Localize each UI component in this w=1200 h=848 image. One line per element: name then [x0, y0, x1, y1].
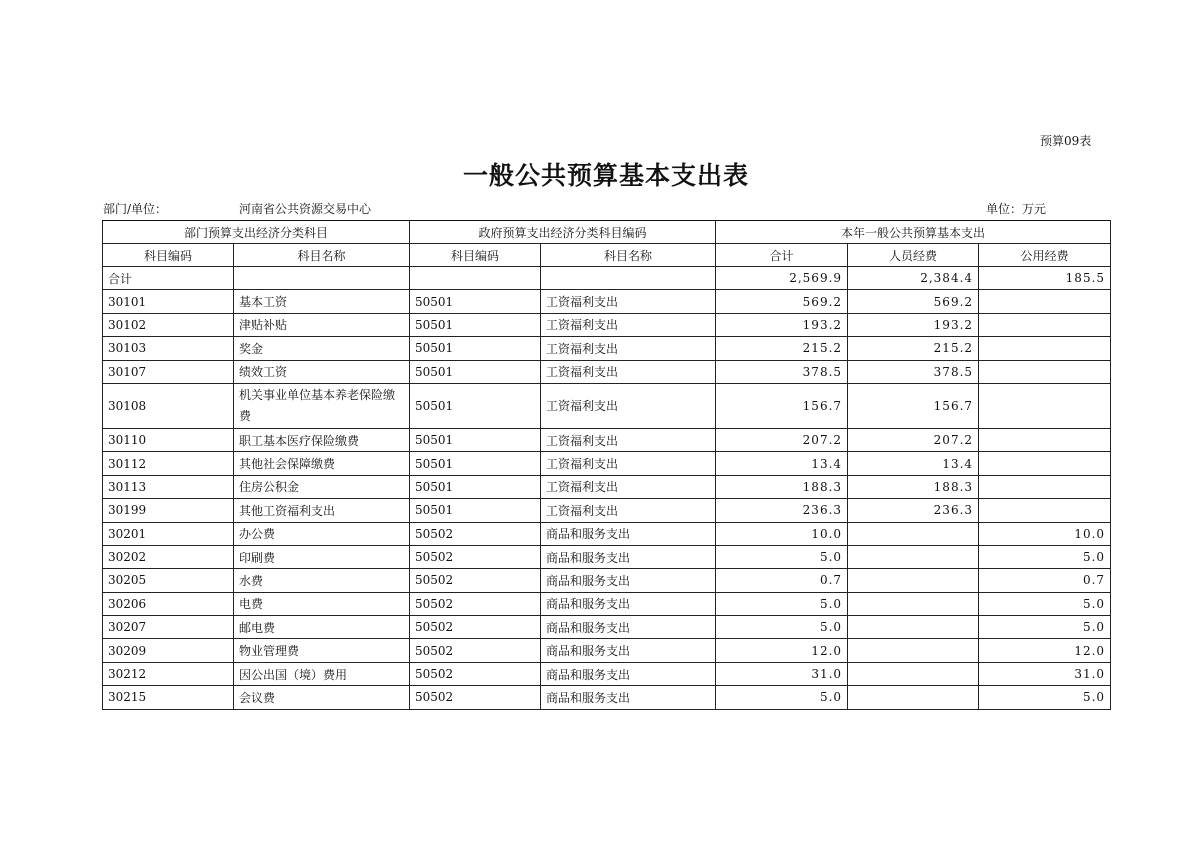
row-personnel — [848, 545, 979, 568]
total-gov-name — [541, 267, 716, 290]
form-number: 预算09表 — [1040, 134, 1092, 148]
row-public: 5.0 — [979, 592, 1111, 615]
row-name: 邮电费 — [234, 616, 410, 639]
row-gov-name: 工资福利支出 — [541, 428, 716, 451]
row-total: 12.0 — [716, 639, 848, 662]
row-name: 基本工资 — [234, 290, 410, 313]
row-gov-code: 50502 — [410, 616, 541, 639]
table-row — [103, 522, 1111, 545]
table-row — [103, 569, 1111, 592]
row-gov-name: 商品和服务支出 — [541, 592, 716, 615]
row-gov-name: 商品和服务支出 — [541, 522, 716, 545]
row-total: 31.0 — [716, 662, 848, 685]
row-personnel: 156.7 — [848, 383, 979, 428]
budget-table — [102, 220, 1111, 710]
row-gov-name: 工资福利支出 — [541, 360, 716, 383]
table-row — [103, 452, 1111, 475]
group-header-row — [103, 221, 1111, 244]
row-gov-code: 50501 — [410, 337, 541, 360]
row-name: 办公费 — [234, 522, 410, 545]
row-total: 236.3 — [716, 499, 848, 522]
table-row — [103, 428, 1111, 451]
row-gov-code: 50501 — [410, 360, 541, 383]
group-header-budget: 本年一般公共预算基本支出 — [716, 221, 1111, 244]
row-name: 会议费 — [234, 686, 410, 709]
row-total: 5.0 — [716, 592, 848, 615]
row-code: 30199 — [103, 499, 234, 522]
row-personnel: 236.3 — [848, 499, 979, 522]
row-personnel: 188.3 — [848, 475, 979, 498]
row-code: 30103 — [103, 337, 234, 360]
row-gov-name: 商品和服务支出 — [541, 639, 716, 662]
row-public: 5.0 — [979, 616, 1111, 639]
row-gov-name: 工资福利支出 — [541, 290, 716, 313]
row-public — [979, 475, 1111, 498]
col-header-name: 科目名称 — [234, 244, 410, 267]
group-header-gov: 政府预算支出经济分类科目编码 — [410, 221, 716, 244]
row-total: 0.7 — [716, 569, 848, 592]
page-title: 一般公共预算基本支出表 — [462, 161, 749, 190]
row-gov-name: 工资福利支出 — [541, 499, 716, 522]
column-header-row — [103, 244, 1111, 267]
row-total: 5.0 — [716, 616, 848, 639]
row-total: 5.0 — [716, 545, 848, 568]
row-total: 156.7 — [716, 383, 848, 428]
row-gov-name: 工资福利支出 — [541, 337, 716, 360]
row-gov-code: 50502 — [410, 545, 541, 568]
row-personnel — [848, 639, 979, 662]
row-name: 奖金 — [234, 337, 410, 360]
row-code: 30110 — [103, 428, 234, 451]
row-public: 5.0 — [979, 545, 1111, 568]
col-header-public: 公用经费 — [979, 244, 1111, 267]
table-row — [103, 592, 1111, 615]
table-row — [103, 639, 1111, 662]
row-public — [979, 452, 1111, 475]
row-gov-code: 50502 — [410, 639, 541, 662]
col-header-personnel: 人员经费 — [848, 244, 979, 267]
row-code: 30206 — [103, 592, 234, 615]
row-public — [979, 428, 1111, 451]
row-name: 职工基本医疗保险缴费 — [234, 428, 410, 451]
row-personnel — [848, 522, 979, 545]
row-total: 207.2 — [716, 428, 848, 451]
row-public — [979, 290, 1111, 313]
row-gov-name: 商品和服务支出 — [541, 662, 716, 685]
row-public: 31.0 — [979, 662, 1111, 685]
group-header-dept: 部门预算支出经济分类科目 — [103, 221, 410, 244]
row-gov-code: 50502 — [410, 522, 541, 545]
row-name: 物业管理费 — [234, 639, 410, 662]
row-gov-code: 50501 — [410, 452, 541, 475]
row-code: 30212 — [103, 662, 234, 685]
row-code: 30207 — [103, 616, 234, 639]
row-gov-code: 50501 — [410, 499, 541, 522]
row-gov-name: 商品和服务支出 — [541, 616, 716, 639]
table-row — [103, 686, 1111, 709]
department-name: 河南省公共资源交易中心 — [239, 202, 372, 216]
row-public: 0.7 — [979, 569, 1111, 592]
total-label: 合计 — [103, 267, 234, 290]
row-name: 绩效工资 — [234, 360, 410, 383]
table-row — [103, 337, 1111, 360]
total-gov-code — [410, 267, 541, 290]
row-public — [979, 360, 1111, 383]
row-personnel: 378.5 — [848, 360, 979, 383]
row-code: 30102 — [103, 313, 234, 336]
row-gov-name: 商品和服务支出 — [541, 545, 716, 568]
row-code: 30209 — [103, 639, 234, 662]
col-header-total: 合计 — [716, 244, 848, 267]
row-total: 188.3 — [716, 475, 848, 498]
row-code: 30205 — [103, 569, 234, 592]
department-label: 部门/单位： — [103, 202, 168, 216]
table-row — [103, 290, 1111, 313]
row-public: 10.0 — [979, 522, 1111, 545]
total-name — [234, 267, 410, 290]
table-row — [103, 545, 1111, 568]
row-gov-name: 工资福利支出 — [541, 383, 716, 428]
table-row — [103, 360, 1111, 383]
table-row — [103, 383, 1111, 428]
row-code: 30201 — [103, 522, 234, 545]
total-personnel: 2,384.4 — [848, 267, 979, 290]
row-code: 30108 — [103, 383, 234, 428]
row-gov-code: 50501 — [410, 383, 541, 428]
row-public: 12.0 — [979, 639, 1111, 662]
row-code: 30112 — [103, 452, 234, 475]
row-public — [979, 337, 1111, 360]
row-code: 30101 — [103, 290, 234, 313]
row-public: 5.0 — [979, 686, 1111, 709]
unit-label: 单位：万元 — [986, 202, 1047, 216]
row-name: 其他社会保障缴费 — [234, 452, 410, 475]
row-code: 30113 — [103, 475, 234, 498]
row-code: 30202 — [103, 545, 234, 568]
table-row — [103, 475, 1111, 498]
table-row — [103, 616, 1111, 639]
row-personnel: 13.4 — [848, 452, 979, 475]
row-gov-code: 50502 — [410, 662, 541, 685]
col-header-code: 科目编码 — [103, 244, 234, 267]
row-gov-code: 50501 — [410, 475, 541, 498]
row-gov-name: 工资福利支出 — [541, 475, 716, 498]
row-personnel — [848, 592, 979, 615]
row-name: 津贴补贴 — [234, 313, 410, 336]
col-header-gov-name: 科目名称 — [541, 244, 716, 267]
department-info — [103, 200, 371, 217]
col-header-gov-code: 科目编码 — [410, 244, 541, 267]
row-personnel — [848, 662, 979, 685]
row-gov-name: 商品和服务支出 — [541, 569, 716, 592]
row-name: 电费 — [234, 592, 410, 615]
total-amount: 2,569.9 — [716, 267, 848, 290]
row-personnel: 207.2 — [848, 428, 979, 451]
row-gov-code: 50502 — [410, 592, 541, 615]
row-gov-code: 50502 — [410, 569, 541, 592]
row-gov-name: 工资福利支出 — [541, 313, 716, 336]
row-personnel — [848, 686, 979, 709]
row-code: 30107 — [103, 360, 234, 383]
row-total: 13.4 — [716, 452, 848, 475]
table-row — [103, 662, 1111, 685]
row-public — [979, 499, 1111, 522]
row-gov-name: 工资福利支出 — [541, 452, 716, 475]
row-total: 5.0 — [716, 686, 848, 709]
row-name: 其他工资福利支出 — [234, 499, 410, 522]
row-gov-code: 50502 — [410, 686, 541, 709]
row-personnel: 193.2 — [848, 313, 979, 336]
row-personnel: 215.2 — [848, 337, 979, 360]
row-total: 10.0 — [716, 522, 848, 545]
table-row — [103, 313, 1111, 336]
row-gov-code: 50501 — [410, 313, 541, 336]
row-gov-code: 50501 — [410, 428, 541, 451]
row-code: 30215 — [103, 686, 234, 709]
row-public — [979, 313, 1111, 336]
row-name: 水费 — [234, 569, 410, 592]
row-name: 因公出国（境）费用 — [234, 662, 410, 685]
row-total: 193.2 — [716, 313, 848, 336]
row-total: 215.2 — [716, 337, 848, 360]
row-personnel — [848, 569, 979, 592]
row-total: 378.5 — [716, 360, 848, 383]
row-name: 印刷费 — [234, 545, 410, 568]
total-public: 185.5 — [979, 267, 1111, 290]
row-personnel — [848, 616, 979, 639]
row-public — [979, 383, 1111, 428]
total-row — [103, 267, 1111, 290]
row-name: 机关事业单位基本养老保险缴费 — [234, 383, 410, 428]
row-total: 569.2 — [716, 290, 848, 313]
row-gov-code: 50501 — [410, 290, 541, 313]
row-gov-name: 商品和服务支出 — [541, 686, 716, 709]
row-personnel: 569.2 — [848, 290, 979, 313]
table-row — [103, 499, 1111, 522]
row-name: 住房公积金 — [234, 475, 410, 498]
